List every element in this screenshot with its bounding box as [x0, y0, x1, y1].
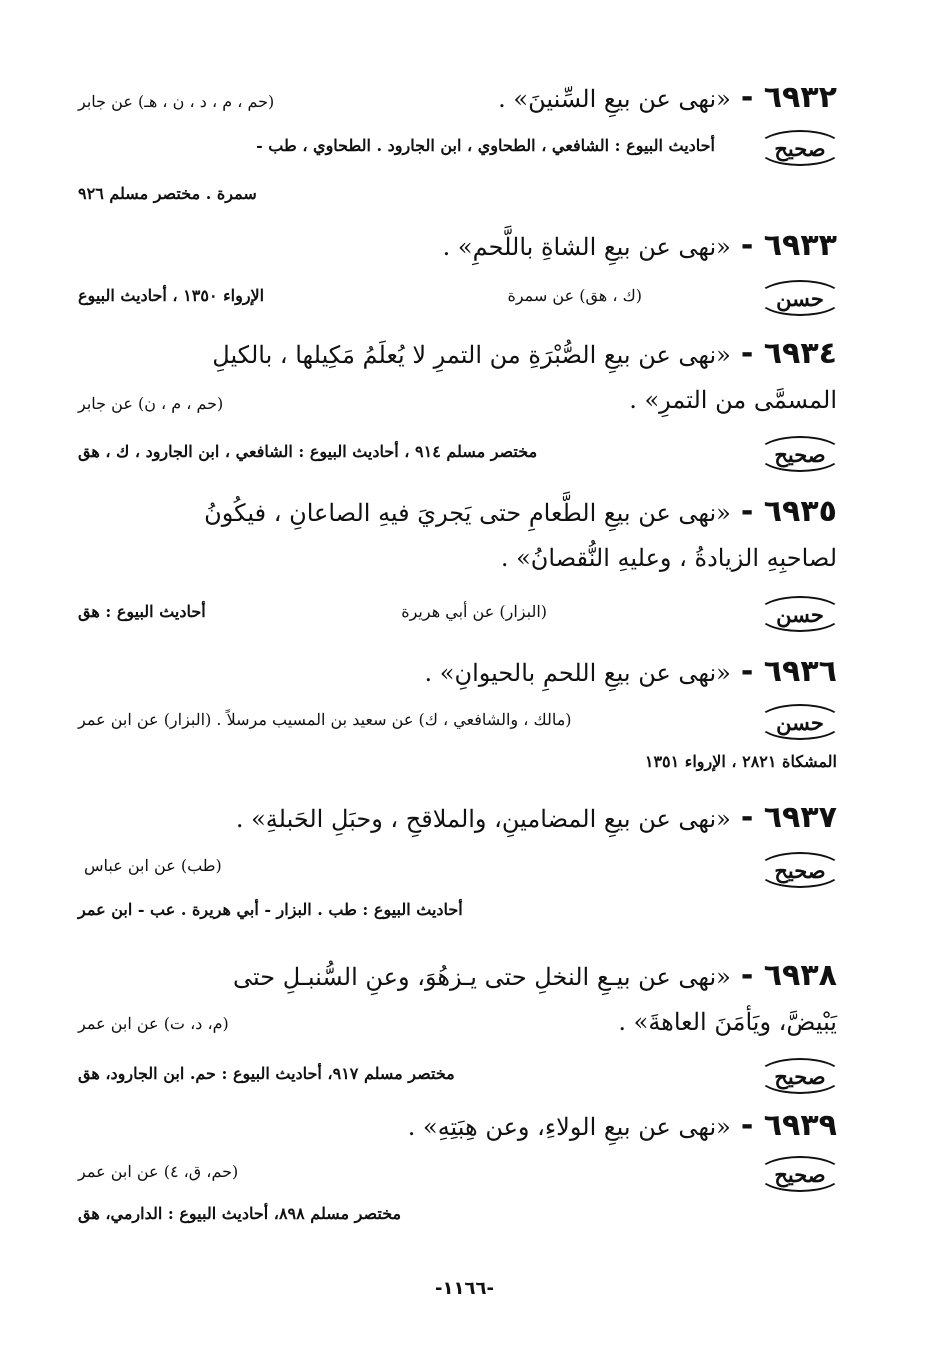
hadith-source: (م، د، ت) عن ابن عمر: [78, 1014, 229, 1033]
hadith-6934-grade-line: [78, 436, 837, 480]
hadith-number: ٦٩٣٤ -: [740, 336, 837, 371]
hadith-text: «نهى عن بيعِ المضامينِ، والملاقحِ ، وحبَلِ الحَبلةِ» .: [235, 805, 731, 833]
hadith-heading: [233, 958, 837, 993]
hadith-6934: [78, 336, 837, 380]
grade-badge: صحيح: [757, 130, 843, 166]
hadith-text-continued: يَبْيضَّ، ويَأمَنَ العاهةَ» .: [618, 1008, 837, 1036]
hadith-number: ٦٩٣٨ -: [740, 958, 837, 993]
hadith-text-continued: لصاحبِهِ الزيادةُ ، وعليهِ النُّقصانُ» .: [500, 544, 837, 572]
hadith-number: ٦٩٣٧ -: [740, 800, 837, 835]
hadith-references-continued: سمرة . مختصر مسلم ٩٢٦: [78, 184, 257, 203]
hadith-source: (حم ، م ، ن) عن جابر: [78, 394, 224, 413]
hadith-source: (حم، ق، ٤) عن ابن عمر: [78, 1162, 239, 1181]
hadith-text: «نهى عن بيعِ الشاةِ باللَّحمِ» .: [442, 233, 731, 261]
hadith-6937: [78, 800, 837, 844]
hadith-6936-refs-line: [78, 746, 837, 790]
grade-badge: صحيح: [757, 436, 843, 472]
hadith-6939-refs-line: [78, 1198, 837, 1242]
hadith-6932-refs-line: [78, 180, 837, 224]
hadith-heading: [212, 336, 837, 371]
hadith-references: مختصر مسلم ٨٩٨، أحاديث البيوع : الدارمي، هق: [78, 1204, 402, 1223]
hadith-6936-grade-line: [78, 704, 837, 748]
page-number: -١١٦٦-: [435, 1278, 494, 1299]
hadith-references: أحاديث البيوع : طب . البزار - أبي هريرة . عب - ابن عمر: [78, 900, 463, 919]
hadith-references: الإرواء ١٣٥٠ ، أحاديث البيوع: [78, 286, 265, 305]
hadith-heading: [236, 800, 837, 835]
hadith-6933: [78, 228, 837, 272]
hadith-6934-cont: [78, 386, 837, 430]
grade-badge: صحيح: [757, 852, 843, 888]
hadith-references: مختصر مسلم ٩١٤ ، أحاديث البيوع : الشافعي ، ابن الجارود ، ك ، هق: [78, 442, 538, 461]
hadith-heading: [408, 1108, 837, 1143]
hadith-number: ٦٩٣٣ -: [740, 228, 837, 263]
hadith-source: (ك ، هق) عن سمرة: [507, 286, 642, 305]
hadith-source: (البزار) عن أبي هريرة: [401, 602, 547, 621]
hadith-source: (مالك ، والشافعي ، ك) عن سعيد بن المسيب مرسلاً . (البزار) عن ابن عمر: [78, 710, 572, 729]
grade-badge: حسن: [757, 280, 843, 316]
grade-badge: حسن: [757, 596, 843, 632]
hadith-references: أحاديث البيوع : هق: [78, 602, 206, 621]
hadith-source: (حم ، م ، د ، ن ، هـ) عن جابر: [78, 92, 275, 111]
hadith-6937-refs-line: [78, 894, 837, 938]
hadith-references: أحاديث البيوع : الشافعي ، الطحاوي ، ابن الجارود . الطحاوي ، طب -: [256, 136, 715, 155]
hadith-number: ٦٩٣٩ -: [740, 1108, 837, 1143]
hadith-6933-grade-line: [78, 280, 837, 324]
hadith-text: «نهى عن بيـعِ النخلِ حتى يـزهُوَ، وعنِ السُّنبـلِ حتى: [232, 963, 731, 991]
hadith-heading: [425, 654, 837, 689]
hadith-number: ٦٩٣٦ -: [740, 654, 837, 689]
hadith-heading: [204, 494, 837, 529]
hadith-6935-grade-line: [78, 596, 837, 640]
hadith-number: ٦٩٣٢ -: [740, 80, 837, 115]
hadith-6935-cont: [78, 544, 837, 588]
hadith-references: مختصر مسلم ٩١٧، أحاديث البيوع : حم. ابن الجارود، هق: [78, 1064, 455, 1083]
hadith-6936: [78, 654, 837, 698]
hadith-6938: [78, 958, 837, 1002]
hadith-6939-grade-line: [78, 1156, 837, 1200]
hadith-6938-cont: [78, 1008, 837, 1052]
hadith-text-continued: المسمَّى من التمرِ» .: [629, 386, 837, 414]
hadith-6932-grade-line: [78, 130, 837, 174]
grade-badge: صحيح: [757, 1058, 843, 1094]
hadith-heading: [443, 228, 837, 263]
hadith-6937-grade-line: [78, 850, 837, 894]
hadith-text: «نهى عن بيعِ الطَّعامِ حتى يَجريَ فيهِ الصاعانِ ، فيكُونُ: [204, 499, 731, 527]
hadith-text: «نهى عن بيعِ الولاءِ، وعن هِبَتِهِ» .: [407, 1113, 731, 1141]
grade-badge: حسن: [757, 704, 843, 740]
hadith-text: «نهى عن بيعِ اللحمِ بالحيوانِ» .: [424, 659, 731, 687]
hadith-number: ٦٩٣٥ -: [740, 494, 837, 529]
hadith-6939: [78, 1108, 837, 1152]
hadith-6935: [78, 494, 837, 538]
hadith-references: المشكاة ٢٨٢١ ، الإرواء ١٣٥١: [644, 752, 837, 771]
hadith-text: «نهى عن بيعِ السِّنينَ» .: [498, 85, 731, 113]
hadith-text: «نهى عن بيعِ الصُّبْرَةِ من التمرِ لا يُعلَمُ مَكِيلها ، بالكيلِ: [212, 341, 731, 369]
hadith-6938-grade-line: [78, 1058, 837, 1102]
grade-badge: صحيح: [757, 1156, 843, 1192]
hadith-source: (طب) عن ابن عباس: [84, 856, 222, 875]
